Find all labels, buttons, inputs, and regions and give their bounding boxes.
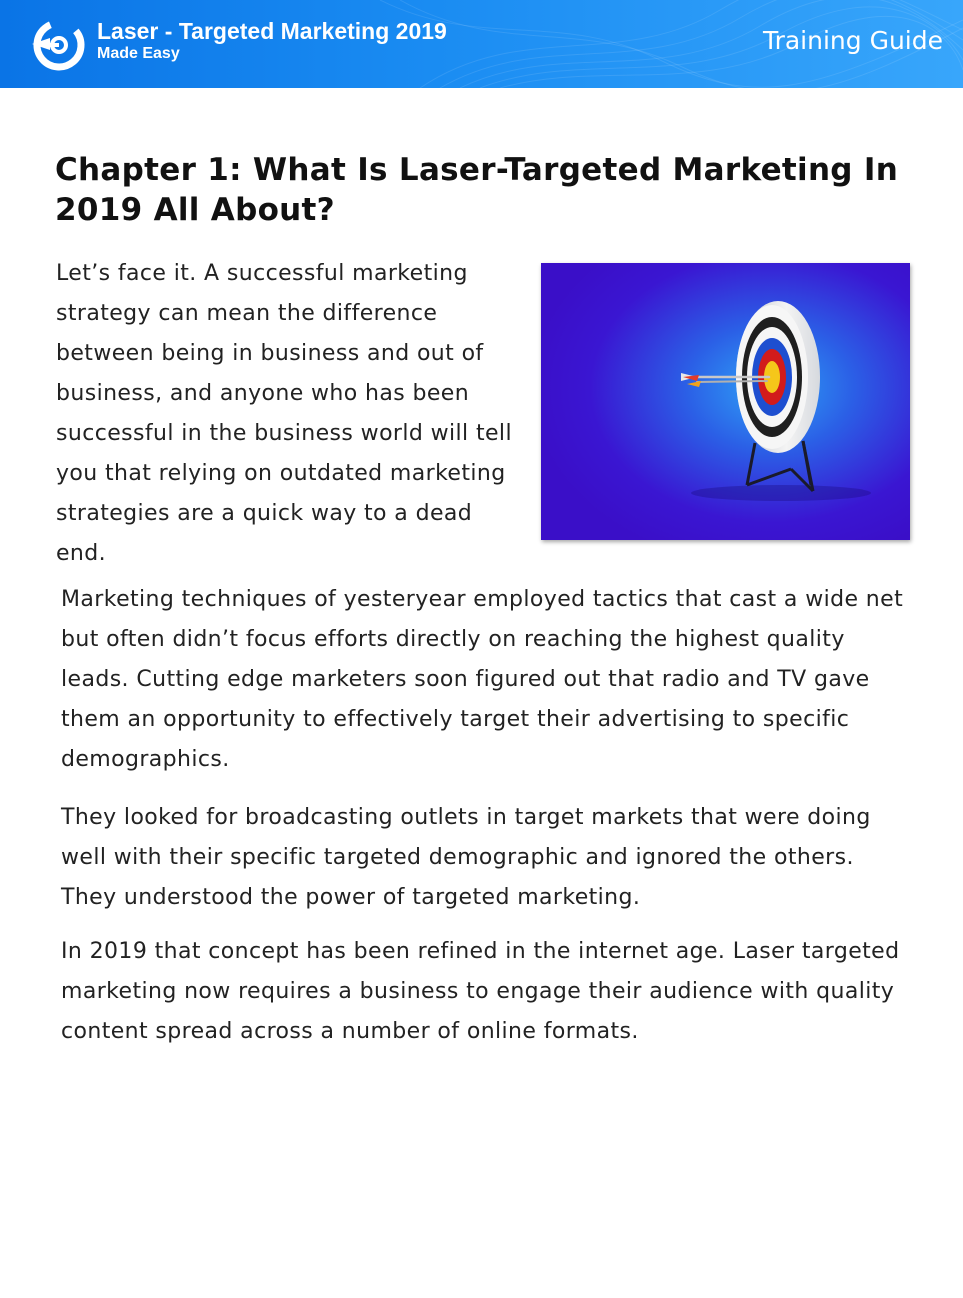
chapter-title: Chapter 1: What Is Laser-Targeted Marketing In 2019 All About? bbox=[55, 152, 899, 228]
archery-target-with-arrow-icon bbox=[541, 263, 910, 540]
intro-paragraph: Let’s face it. A successful marketing strategy can mean the difference between being in business and out of business, and anyone who has been successful in the business world will tell you that relying on outdated marketing strategies are a quick way to a dead end. bbox=[56, 261, 512, 566]
body-paragraph: They looked for broadcasting outlets in target markets that were doing well with their specific targeted demographic and ignored the others. They understood the power of targeted marketing. bbox=[61, 805, 871, 910]
refresh-arrow-circle-icon bbox=[30, 16, 88, 74]
body-paragraph: Marketing techniques of yesteryear employed tactics that cast a wide net but often didn’t focus efforts directly on reaching the highest quality leads. Cutting edge marketers soon figured out that radio and TV gave them an opportunity to effectively target their advertising to specific demographics. bbox=[61, 587, 904, 772]
brand-subtitle: Made Easy bbox=[97, 45, 180, 62]
page-header bbox=[0, 0, 963, 88]
body-paragraph: In 2019 that concept has been refined in the internet age. Laser targeted marketing now requires a business to engage their audience with quality content spread across a number of online formats. bbox=[61, 939, 900, 1044]
training-guide-label: Training Guide bbox=[762, 26, 943, 55]
brand-title: Laser - Targeted Marketing 2019 bbox=[97, 18, 447, 44]
